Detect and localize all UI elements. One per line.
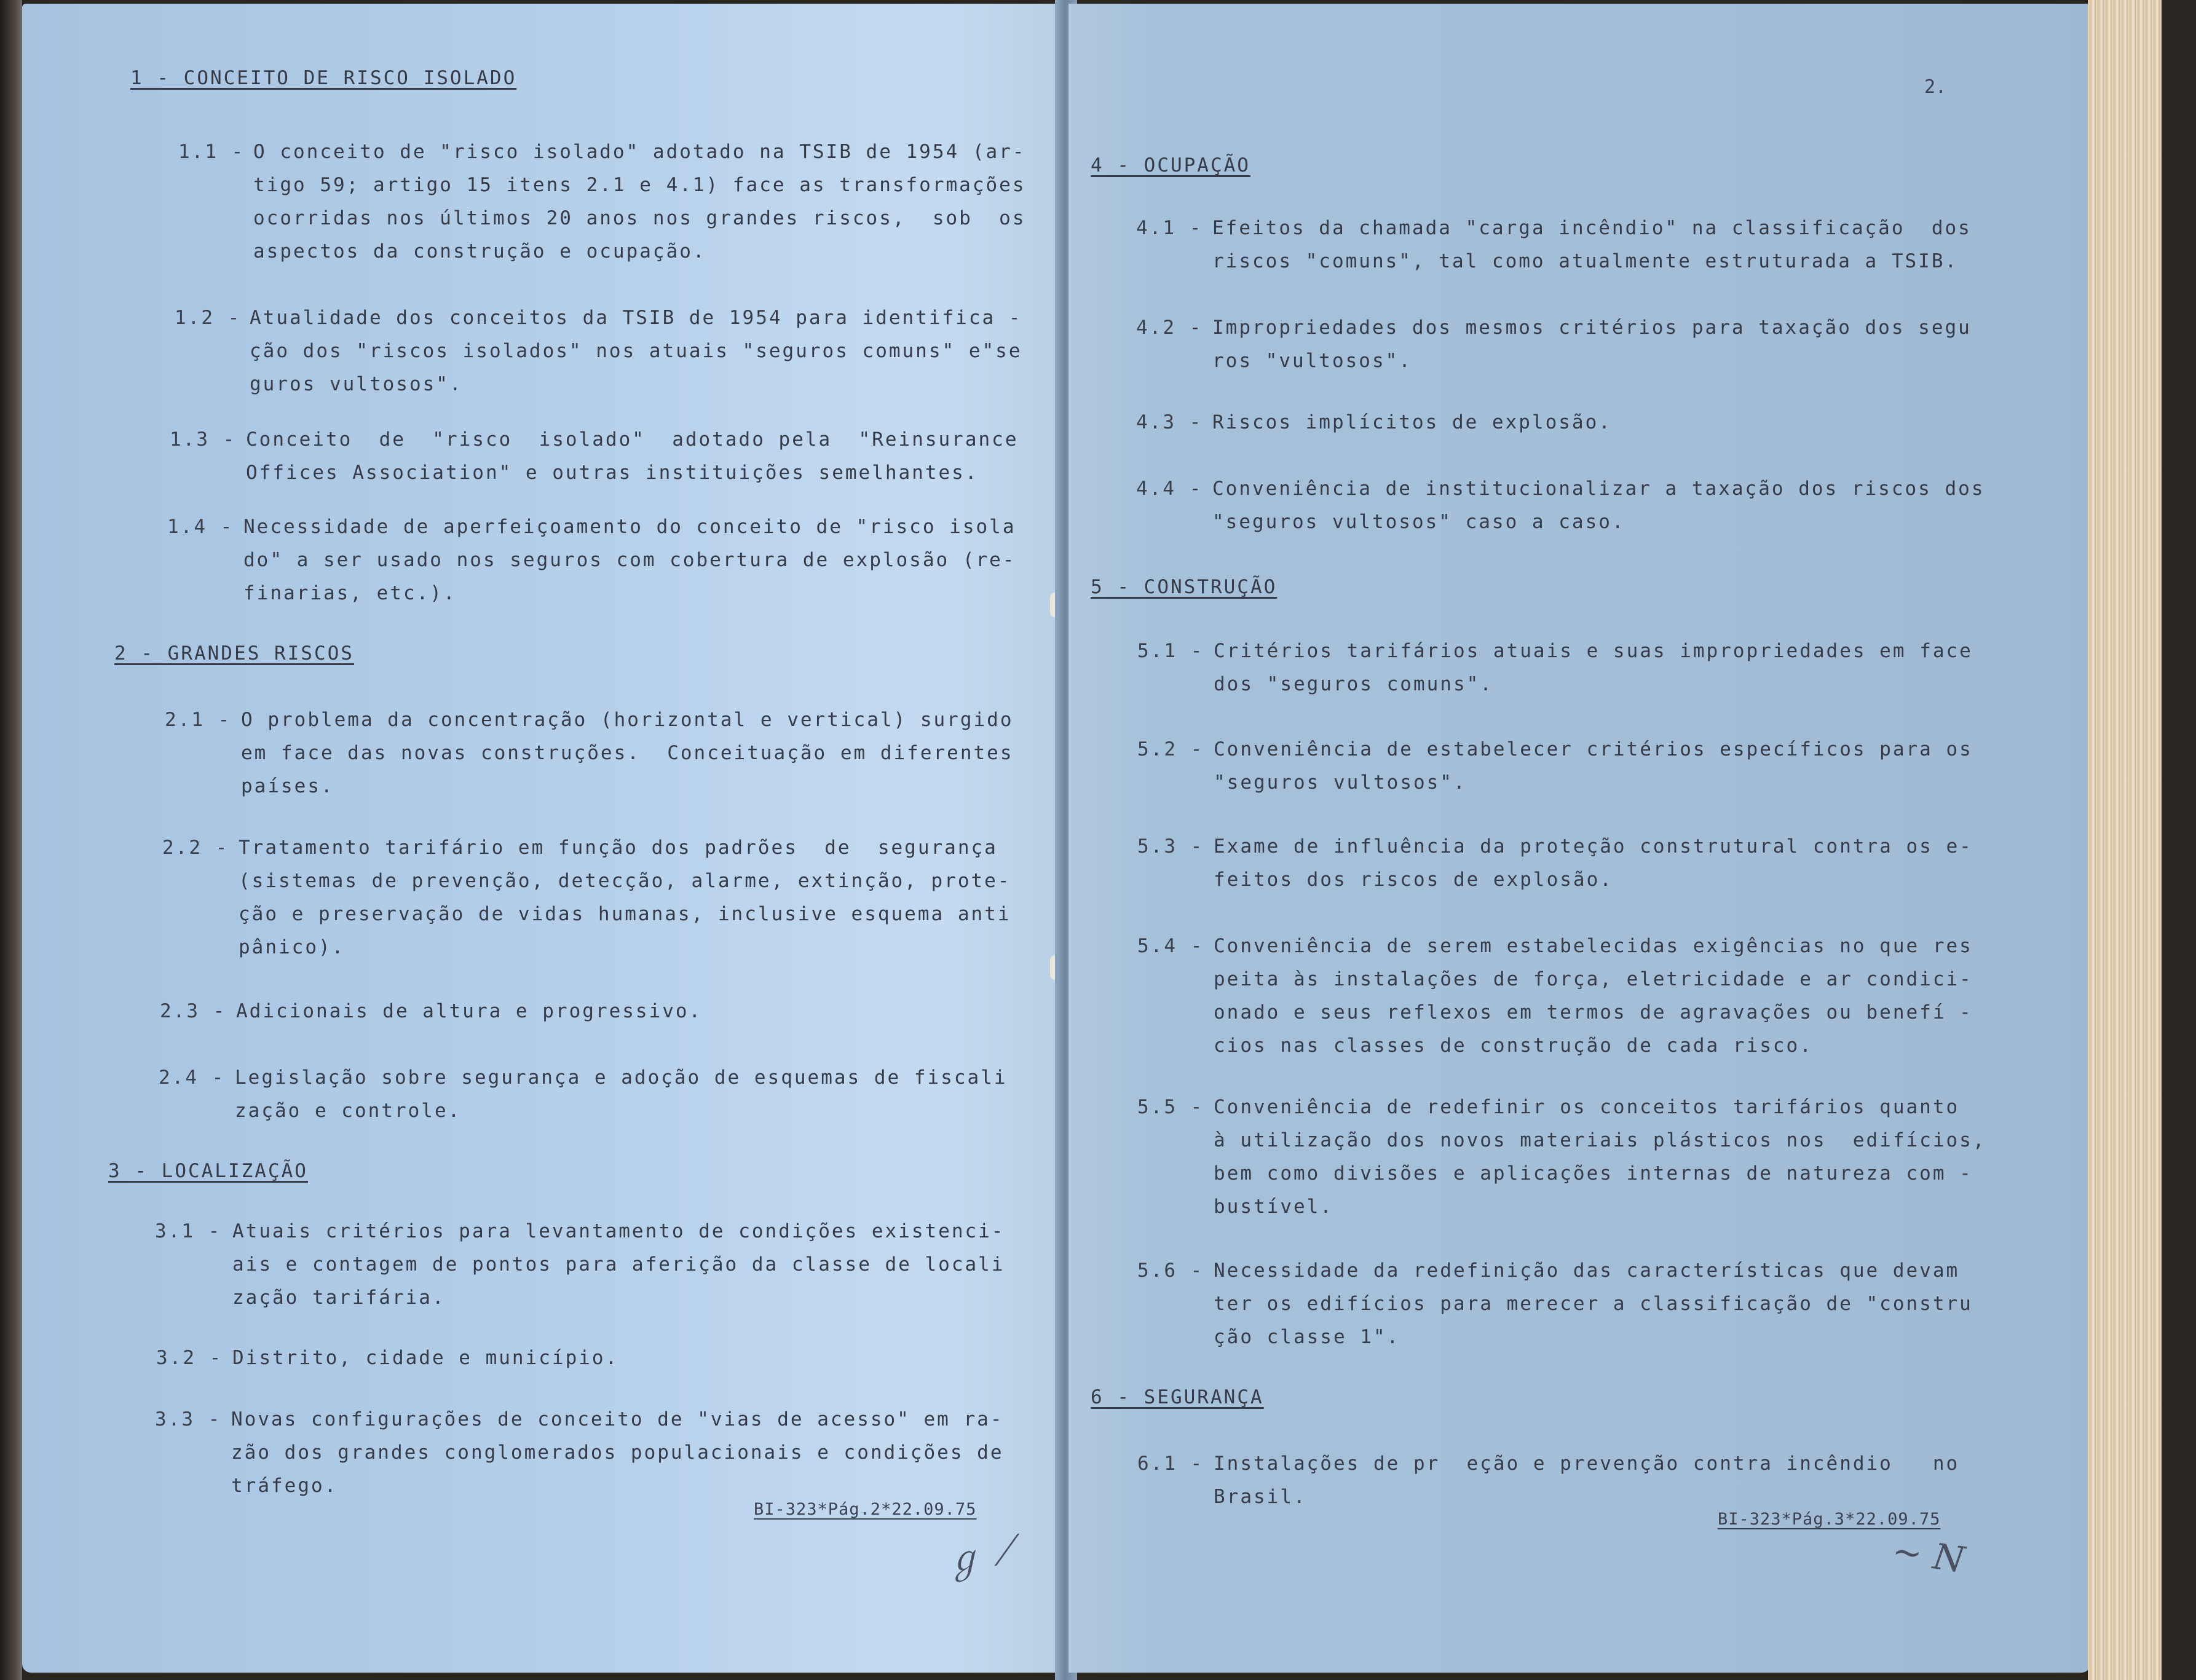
item-line: "seguros vultosos" caso a caso.: [1212, 511, 1625, 533]
page-number: 2.: [1924, 76, 1947, 98]
item-number-4-4: 4.4 -: [1136, 478, 1203, 500]
item-line: Necessidade da redefinição das características que devam: [1214, 1260, 1960, 1282]
item-number-6-1: 6.1 -: [1137, 1453, 1204, 1475]
item-line: Instalações de pr eção e prevenção contra incêndio no: [1214, 1453, 1960, 1475]
item-line: Tratamento tarifário em função dos padrões de segurança: [239, 837, 998, 859]
item-line: cios nas classes de construção de cada risco.: [1214, 1035, 1813, 1057]
item-line: pânico).: [239, 936, 346, 958]
item-line: O conceito de "risco isolado" adotado na TSIB de 1954 (ar-: [253, 141, 1026, 163]
item-line: Critérios tarifários atuais e suas impropriedades em face: [1214, 640, 1973, 662]
item-line: bem como divisões e aplicações internas de natureza com -: [1214, 1162, 1973, 1185]
item-line: Distrito, cidade e município.: [232, 1347, 619, 1369]
item-number-3-2: 3.2 -: [156, 1347, 223, 1369]
section-heading-3: 3 - LOCALIZAÇÃO: [108, 1160, 308, 1182]
item-line: ção e preservação de vidas humanas, inclusive esquema anti: [239, 903, 1011, 925]
item-line: peita às instalações de força, eletricidade e ar condici-: [1214, 968, 1973, 990]
item-line: Conceito de "risco isolado" adotado pela "Reinsurance: [246, 428, 1019, 451]
item-line: tráfego.: [231, 1475, 338, 1497]
item-number-2-4: 2.4 -: [159, 1067, 226, 1089]
item-line: países.: [241, 775, 334, 797]
item-number-1-3: 1.3 -: [170, 428, 237, 451]
item-line: Conveniência de institucionalizar a taxação dos riscos dos: [1212, 478, 1985, 500]
item-line: zação tarifária.: [232, 1287, 446, 1309]
item-number-4-2: 4.2 -: [1136, 317, 1203, 339]
item-line: onado e seus reflexos em termos de agravações ou benefí -: [1214, 1001, 1973, 1023]
handwritten-initials-left: ℊ ⟋: [941, 1528, 1021, 1584]
item-line: em face das novas construções. Conceituação em diferentes: [241, 742, 1014, 764]
item-number-5-4: 5.4 -: [1137, 935, 1204, 957]
item-line: dos "seguros comuns".: [1214, 673, 1493, 695]
item-line: (sistemas de prevenção, detecção, alarme, extinção, prote-: [239, 870, 1011, 892]
item-line: zação e controle.: [235, 1100, 462, 1122]
item-line: Exame de influência da proteção construtural contra os e-: [1214, 835, 1973, 858]
section-heading-2: 2 - GRANDES RISCOS: [114, 642, 354, 665]
item-line: guros vultosos".: [250, 373, 463, 395]
right-page: [1068, 4, 2090, 1673]
item-number-5-2: 5.2 -: [1137, 738, 1204, 760]
item-number-2-1: 2.1 -: [165, 709, 232, 731]
item-line: Impropriedades dos mesmos critérios para taxação dos segu: [1212, 317, 1972, 339]
item-line: ção dos "riscos isolados" nos atuais "seguros comuns" e"se: [250, 340, 1022, 362]
item-line: Adicionais de altura e progressivo.: [236, 1000, 703, 1022]
item-number-5-6: 5.6 -: [1137, 1260, 1204, 1282]
section-heading-5: 5 - CONSTRUÇÃO: [1091, 576, 1278, 598]
item-number-4-1: 4.1 -: [1136, 217, 1203, 239]
item-line: ter os edifícios para merecer a classificação de "constru: [1214, 1293, 1973, 1315]
page-footer-right: BI-323*Pág.3*22.09.75: [1718, 1510, 1941, 1529]
item-line: feitos dos riscos de explosão.: [1214, 869, 1613, 891]
item-line: Necessidade de aperfeiçoamento do conceito de "risco isola: [243, 516, 1016, 538]
item-line: Conveniência de serem estabelecidas exigências no que res: [1214, 935, 1973, 957]
item-line: "seguros vultosos".: [1214, 771, 1467, 794]
item-number-2-3: 2.3 -: [160, 1000, 227, 1022]
item-line: Conveniência de redefinir os conceitos tarifários quanto: [1214, 1096, 1960, 1118]
item-line: Brasil.: [1214, 1486, 1307, 1508]
item-line: riscos "comuns", tal como atualmente estruturada a TSIB.: [1212, 250, 1959, 272]
book-cover-edge-right: [2162, 0, 2196, 1680]
item-line: finarias, etc.).: [243, 582, 457, 604]
item-number-1-1: 1.1 -: [178, 141, 245, 163]
page-footer-left: BI-323*Pág.2*22.09.75: [754, 1500, 977, 1519]
section-heading-1: 1 - CONCEITO DE RISCO ISOLADO: [130, 67, 517, 89]
item-line: zão dos grandes conglomerados populacionais e condições de: [231, 1441, 1004, 1464]
item-line: Offices Association" e outras instituições semelhantes.: [246, 462, 979, 484]
left-page: [22, 4, 1061, 1673]
item-line: Atuais critérios para levantamento de condições existenci-: [232, 1220, 1005, 1242]
item-line: bustível.: [1214, 1196, 1333, 1218]
item-line: ção classe 1".: [1214, 1326, 1400, 1348]
item-number-2-2: 2.2 -: [162, 837, 229, 859]
section-heading-4: 4 - OCUPAÇÃO: [1091, 154, 1250, 176]
item-line: ros "vultosos".: [1212, 350, 1412, 372]
item-number-5-1: 5.1 -: [1137, 640, 1204, 662]
item-line: ais e contagem de pontos para aferição da classe de locali: [232, 1253, 1005, 1276]
handwritten-initials-right: ~ N: [1889, 1529, 1967, 1581]
item-line: Legislação sobre segurança e adoção de esquemas de fiscali: [235, 1067, 1008, 1089]
item-line: aspectos da construção e ocupação.: [253, 240, 706, 262]
item-number-5-3: 5.3 -: [1137, 835, 1204, 858]
section-heading-6: 6 - SEGURANÇA: [1091, 1386, 1264, 1408]
item-line: Riscos implícitos de explosão.: [1212, 411, 1612, 433]
item-number-3-3: 3.3 -: [155, 1408, 222, 1430]
book-cover-edge-left: [0, 0, 22, 1680]
item-line: Atualidade dos conceitos da TSIB de 1954 para identifica -: [250, 307, 1022, 329]
item-number-1-2: 1.2 -: [175, 307, 242, 329]
item-line: O problema da concentração (horizontal e vertical) surgido: [241, 709, 1014, 731]
item-line: Conveniência de estabelecer critérios específicos para os: [1214, 738, 1973, 760]
item-number-4-3: 4.3 -: [1136, 411, 1203, 433]
item-line: à utilização dos novos materiais plásticos nos edifícios,: [1214, 1129, 1986, 1151]
item-number-1-4: 1.4 -: [167, 516, 234, 538]
item-line: Efeitos da chamada "carga incêndio" na classificação dos: [1212, 217, 1972, 239]
item-line: ocorridas nos últimos 20 anos nos grandes riscos, sob os: [253, 207, 1026, 229]
item-line: do" a ser usado nos seguros com cobertura de explosão (re-: [243, 549, 1016, 571]
item-line: tigo 59; artigo 15 itens 2.1 e 4.1) face as transformações: [253, 174, 1026, 196]
item-number-5-5: 5.5 -: [1137, 1096, 1204, 1118]
item-line: Novas configurações de conceito de "vias de acesso" em ra-: [231, 1408, 1004, 1430]
book-page-edges: [2088, 0, 2162, 1680]
item-number-3-1: 3.1 -: [155, 1220, 222, 1242]
